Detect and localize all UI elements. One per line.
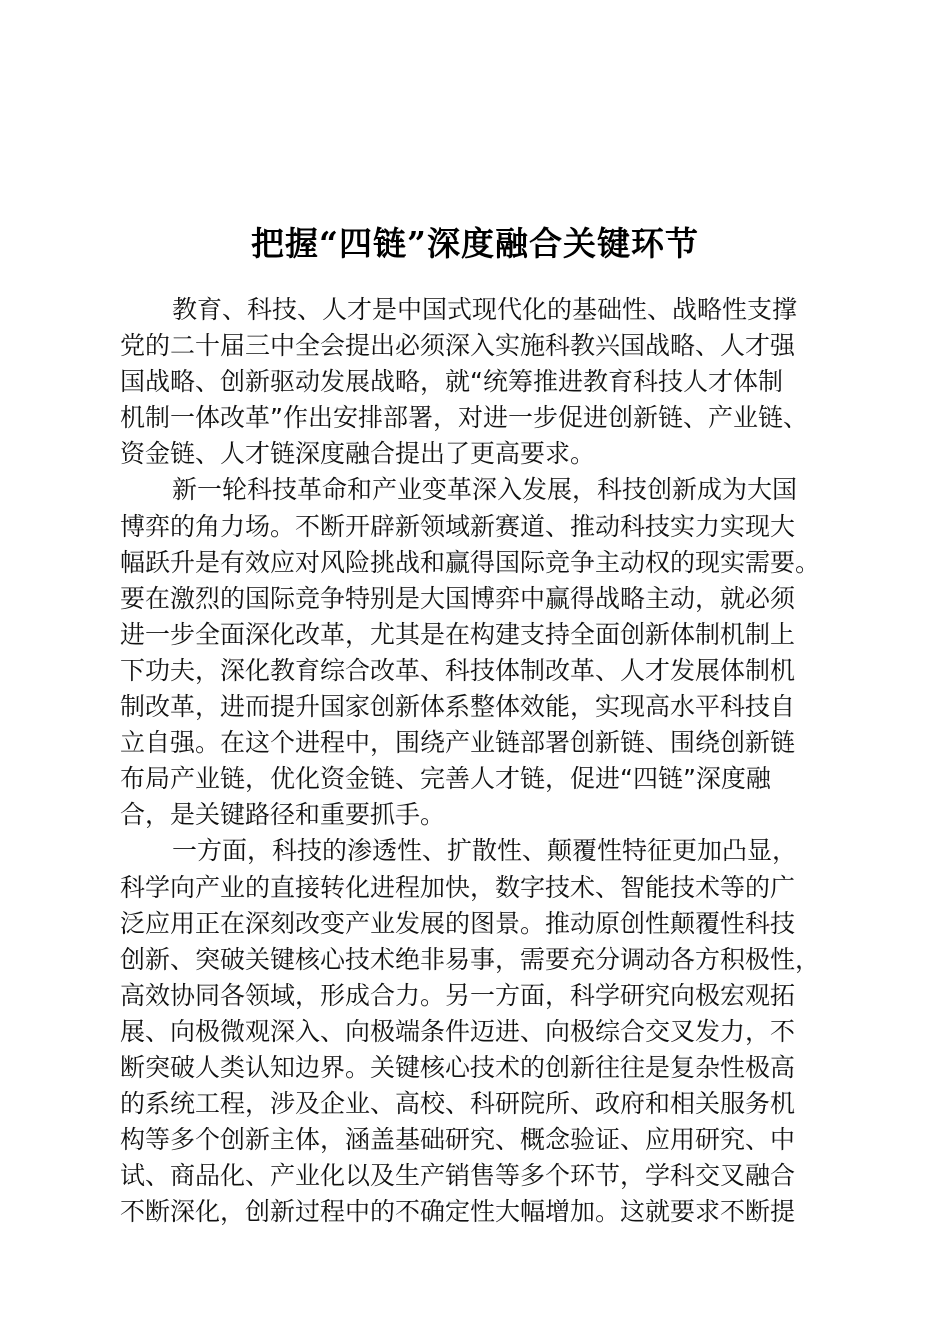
text-line: 合，是关键路径和重要抓手。 xyxy=(120,800,446,830)
text-line: 下功夫，深化教育综合改革、科技体制改革、人才发展体制机 xyxy=(120,655,796,685)
text-line: 教育、科技、人才是中国式现代化的基础性、战略性支撑 xyxy=(172,295,798,324)
text-line: 的系统工程，涉及企业、高校、科研院所、政府和相关服务机 xyxy=(120,1089,796,1119)
text-line: 机制一体改革”作出安排部署，对进一步促进创新链、产业链、 xyxy=(120,403,808,433)
text-line: 断突破人类认知边界。关键核心技术的创新往往是复杂性极高 xyxy=(120,1052,796,1082)
text-line: 资金链、人才链深度融合提出了更高要求。 xyxy=(120,439,596,469)
document-body xyxy=(120,292,840,1230)
text-line: 新一轮科技革命和产业变革深入发展，科技创新成为大国 xyxy=(172,475,798,505)
text-line: 制改革，进而提升国家创新体系整体效能，实现高水平科技自 xyxy=(120,692,796,722)
text-line: 一方面，科技的渗透性、扩散性、颠覆性特征更加凸显， xyxy=(172,836,798,866)
text-line: 幅跃升是有效应对风险挑战和赢得国际竞争主动权的现实需要。 xyxy=(120,547,821,577)
text-line: 党的二十届三中全会提出必须深入实施科教兴国战略、人才强 xyxy=(120,331,796,361)
document-title: 把握“四链”深度融合关键环节 xyxy=(251,224,699,264)
text-line: 科学向产业的直接转化进程加快，数字技术、智能技术等的广 xyxy=(120,872,796,902)
text-line: 博弈的角力场。不断开辟新领域新赛道、推动科技实力实现大 xyxy=(120,511,796,541)
text-line: 不断深化，创新过程中的不确定性大幅增加。这就要求不断提 xyxy=(120,1197,796,1227)
text-line: 展、向极微观深入、向极端条件迈进、向极综合交叉发力，不 xyxy=(120,1016,796,1046)
text-line: 国战略、创新驱动发展战略，就“统筹推进教育科技人才体制 xyxy=(120,367,783,397)
text-line: 要在激烈的国际竞争特别是大国博弈中赢得战略主动，就必须 xyxy=(120,583,796,613)
text-line: 创新、突破关键核心技术绝非易事，需要充分调动各方积极性， xyxy=(120,944,821,974)
text-line: 高效协同各领域，形成合力。另一方面，科学研究向极宏观拓 xyxy=(120,980,796,1010)
paragraph xyxy=(120,472,840,833)
text-line: 泛应用正在深刻改变产业发展的图景。推动原创性颠覆性科技 xyxy=(120,908,796,938)
text-line: 构等多个创新主体，涵盖基础研究、概念验证、应用研究、中 xyxy=(120,1125,796,1155)
text-line: 布局产业链，优化资金链、完善人才链，促进“四链”深度融 xyxy=(120,764,771,794)
text-line: 进一步全面深化改革，尤其是在构建支持全面创新体制机制上 xyxy=(120,619,796,649)
paragraph xyxy=(120,292,840,472)
text-line: 试、商品化、产业化以及生产销售等多个环节，学科交叉融合 xyxy=(120,1161,796,1191)
paragraph xyxy=(120,833,840,1230)
text-line: 立自强。在这个进程中，围绕产业链部署创新链、围绕创新链 xyxy=(120,728,796,758)
